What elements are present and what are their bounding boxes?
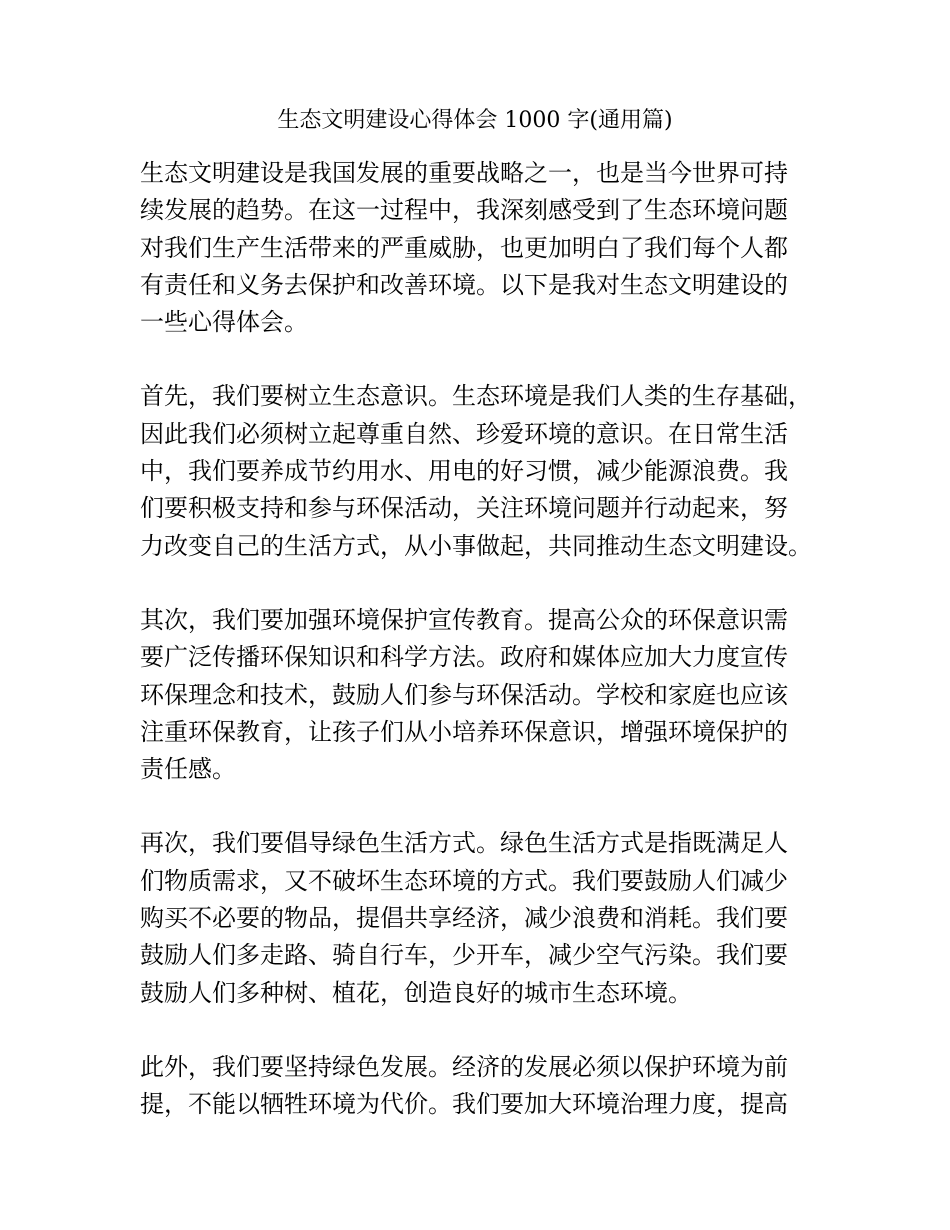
text-line: 再次，我们要倡导绿色生活方式。绿色生活方式是指既满足人 [140, 829, 788, 858]
text-line: 们物质需求，又不破坏生态环境的方式。我们要鼓励人们减少 [140, 866, 788, 895]
text-line: 生态文明建设是我国发展的重要战略之一，也是当今世界可持 [140, 159, 788, 187]
document-title: 生态文明建设心得体会 1000 字(通用篇) [277, 108, 673, 133]
text-line: 鼓励人们多走路、骑自行车，少开车，减少空气污染。我们要 [140, 941, 788, 970]
text-line: 此外，我们要坚持绿色发展。经济的发展必须以保护环境为前 [140, 1052, 788, 1081]
text-line: 中，我们要养成节约用水、用电的好习惯，减少能源浪费。我 [140, 457, 788, 486]
text-line: 注重环保教育，让孩子们从小培养环保意识，增强环境保护的 [140, 717, 788, 746]
text-line: 购买不必要的物品，提倡共享经济，减少浪费和消耗。我们要 [140, 904, 788, 933]
text-line: 提，不能以牺牲环境为代价。我们要加大环境治理力度，提高 [140, 1090, 788, 1119]
text-line: 们要积极支持和参与环保活动，关注环境问题并行动起来，努 [140, 494, 788, 523]
text-line: 一些心得体会。 [140, 308, 308, 337]
paragraph-second [140, 602, 830, 788]
text-line: 因此我们必须树立起尊重自然、珍爱环境的意识。在日常生活 [140, 419, 788, 448]
text-line: 鼓励人们多种树、植花，创造良好的城市生态环境。 [140, 978, 692, 1007]
text-line: 有责任和义务去保护和改善环境。以下是我对生态文明建设的 [140, 270, 788, 299]
document-body [140, 155, 830, 1161]
paragraph-fourth [140, 1049, 830, 1124]
paragraph-intro [140, 155, 830, 341]
text-line: 力改变自己的生活方式，从小事做起，共同推动生态文明建设。 [140, 531, 812, 560]
paragraph-third [140, 825, 830, 1011]
text-line: 环保理念和技术，鼓励人们参与环保活动。学校和家庭也应该 [140, 680, 788, 709]
text-line: 要广泛传播环保知识和科学方法。政府和媒体应加大力度宣传 [140, 643, 788, 672]
text-line: 责任感。 [140, 755, 236, 784]
text-line: 续发展的趋势。在这一过程中，我深刻感受到了生态环境问题 [140, 196, 788, 225]
paragraph-first [140, 378, 830, 564]
text-line: 首先，我们要树立生态意识。生态环境是我们人类的生存基础， [140, 382, 812, 411]
text-line: 其次，我们要加强环境保护宣传教育。提高公众的环保意识需 [140, 605, 788, 634]
text-line: 对我们生产生活带来的严重威胁，也更加明白了我们每个人都 [140, 233, 788, 262]
